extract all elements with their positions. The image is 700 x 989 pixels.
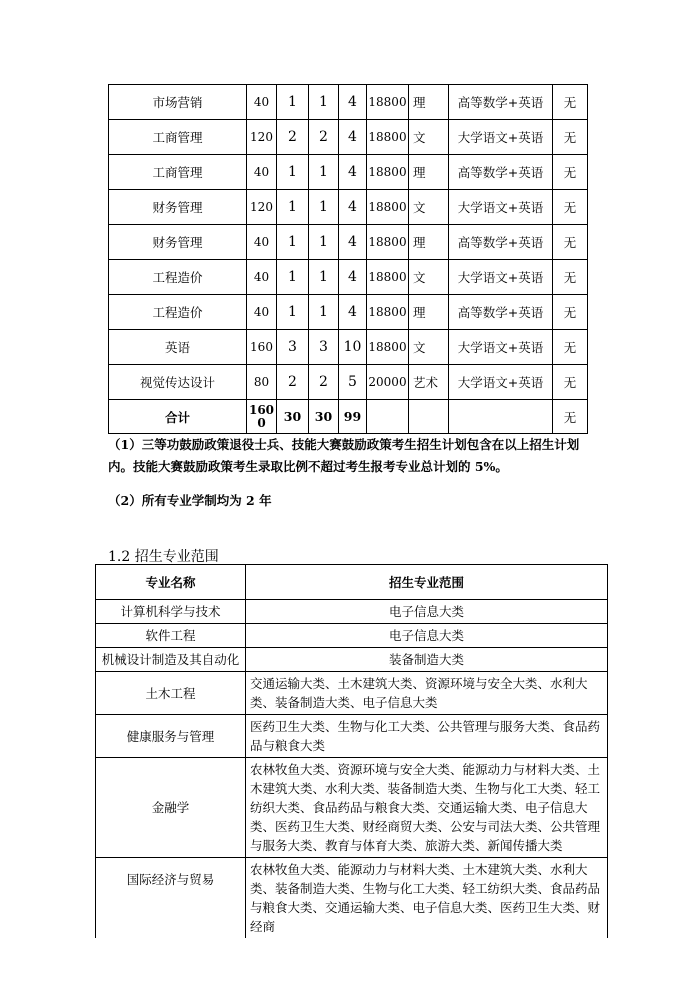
category-cell: 文: [409, 330, 449, 365]
exam-cell: 大学语文+英语: [449, 365, 553, 400]
scope-major-cell: 机械设计制造及其自动化: [96, 648, 246, 672]
major-cell: 市场营销: [109, 85, 247, 120]
plan-cell: 80: [247, 365, 277, 400]
scope-row: [96, 600, 608, 624]
header-scope: 招生专业范围: [246, 565, 608, 600]
exam-cell: 大学语文+英语: [449, 260, 553, 295]
major-cell: 视觉传达设计: [109, 365, 247, 400]
table-row: [109, 295, 588, 330]
exam-cell: 高等数学+英语: [449, 155, 553, 190]
plan-cell: 120: [247, 120, 277, 155]
count-cell: 4: [339, 225, 367, 260]
scope-row: [96, 758, 608, 858]
note-cell: 无: [553, 120, 588, 155]
count-cell: 5: [339, 365, 367, 400]
tuition-cell: 18800: [367, 120, 409, 155]
note-cell: 无: [553, 260, 588, 295]
exam-cell: 高等数学+英语: [449, 85, 553, 120]
count-cell: 1: [309, 260, 339, 295]
count-cell: 4: [339, 120, 367, 155]
note-cell: 无: [553, 225, 588, 260]
scope-row: [96, 624, 608, 648]
scope-row: [96, 715, 608, 758]
note-cell: 无: [553, 330, 588, 365]
category-cell: 理: [409, 295, 449, 330]
table-row: [109, 85, 588, 120]
major-cell: 合计: [109, 400, 247, 434]
plan-cell: 40: [247, 85, 277, 120]
plan-cell: 120: [247, 190, 277, 225]
tuition-cell: 18800: [367, 85, 409, 120]
scope-range-cell: 医药卫生大类、生物与化工大类、公共管理与服务大类、食品药品与粮食大类: [246, 715, 608, 758]
category-cell: 文: [409, 260, 449, 295]
scope-major-cell: 健康服务与管理: [96, 715, 246, 758]
major-cell: 工程造价: [109, 260, 247, 295]
note-cell: 无: [553, 295, 588, 330]
count-cell: 1: [309, 225, 339, 260]
table-row: [109, 120, 588, 155]
exam-cell: 高等数学+英语: [449, 225, 553, 260]
count-cell: 99: [339, 400, 367, 434]
major-cell: 工商管理: [109, 155, 247, 190]
count-cell: 1: [309, 85, 339, 120]
table-row: [109, 190, 588, 225]
count-cell: 1: [277, 155, 309, 190]
table-row: [109, 365, 588, 400]
note-cell: 无: [553, 85, 588, 120]
major-scope-table: [95, 564, 608, 938]
count-cell: 1: [277, 260, 309, 295]
scope-range-cell: 农林牧鱼大类、能源动力与材料大类、土木建筑大类、水利大类、装备制造大类、生物与化工大类、轻工纺织大类、食品药品与粮食大类、交通运输大类、电子信息大类、医药卫生大类、财经商: [246, 858, 608, 939]
count-cell: 1: [277, 295, 309, 330]
count-cell: 1: [309, 190, 339, 225]
plan-cell: 160: [247, 330, 277, 365]
category-cell: 理: [409, 155, 449, 190]
count-cell: 30: [277, 400, 309, 434]
category-cell: 艺术: [409, 365, 449, 400]
count-cell: 30: [309, 400, 339, 434]
header-major: 专业名称: [96, 565, 246, 600]
table-row: [109, 260, 588, 295]
scope-range-cell: 电子信息大类: [246, 600, 608, 624]
major-cell: 工商管理: [109, 120, 247, 155]
exam-cell: 大学语文+英语: [449, 120, 553, 155]
exam-cell: 大学语文+英语: [449, 330, 553, 365]
scope-range-cell: 交通运输大类、土木建筑大类、资源环境与安全大类、水利大类、装备制造大类、电子信息大类: [246, 672, 608, 715]
major-cell: 财务管理: [109, 225, 247, 260]
count-cell: 1: [309, 295, 339, 330]
count-cell: 4: [339, 85, 367, 120]
count-cell: 1: [277, 85, 309, 120]
count-cell: 4: [339, 260, 367, 295]
plan-cell: 40: [247, 155, 277, 190]
tuition-cell: 20000: [367, 365, 409, 400]
exam-cell: [449, 400, 553, 434]
scope-major-cell: 土木工程: [96, 672, 246, 715]
major-cell: 工程造价: [109, 295, 247, 330]
note-1: （1）三等功鼓励政策退役士兵、技能大赛鼓励政策考生招生计划包含在以上招生计划内。技能大赛鼓励政策考生录取比例不超过考生报考专业总计划的 5%。: [108, 437, 580, 474]
count-cell: 2: [277, 365, 309, 400]
note-cell: 无: [553, 190, 588, 225]
major-cell: 财务管理: [109, 190, 247, 225]
plan-cell: 40: [247, 260, 277, 295]
major-cell: 英语: [109, 330, 247, 365]
tuition-cell: [367, 400, 409, 434]
plan-cell: 40: [247, 225, 277, 260]
scope-range-cell: 电子信息大类: [246, 624, 608, 648]
note-cell: 无: [553, 400, 588, 434]
count-cell: 4: [339, 155, 367, 190]
tuition-cell: 18800: [367, 225, 409, 260]
total-row: [109, 400, 588, 434]
scope-row: [96, 648, 608, 672]
count-cell: 2: [309, 120, 339, 155]
count-cell: 4: [339, 295, 367, 330]
table-row: [109, 330, 588, 365]
scope-major-cell: 国际经济与贸易: [96, 858, 246, 939]
count-cell: 2: [309, 365, 339, 400]
table-row: [109, 155, 588, 190]
scope-row: [96, 672, 608, 715]
count-cell: 1: [309, 155, 339, 190]
note-cell: 无: [553, 155, 588, 190]
count-cell: 3: [309, 330, 339, 365]
category-cell: 理: [409, 225, 449, 260]
plan-cell: 1600: [247, 400, 277, 434]
exam-cell: 大学语文+英语: [449, 190, 553, 225]
note-2: （2）所有专业学制均为 2 年: [108, 493, 272, 508]
scope-table-header: [96, 565, 608, 600]
category-cell: 理: [409, 85, 449, 120]
tuition-cell: 18800: [367, 295, 409, 330]
table-row: [109, 225, 588, 260]
count-cell: 4: [339, 190, 367, 225]
scope-major-cell: 计算机科学与技术: [96, 600, 246, 624]
scope-major-cell: 金融学: [96, 758, 246, 858]
count-cell: 3: [277, 330, 309, 365]
enrollment-plan-table: [108, 84, 588, 434]
count-cell: 2: [277, 120, 309, 155]
exam-cell: 高等数学+英语: [449, 295, 553, 330]
tuition-cell: 18800: [367, 260, 409, 295]
note-cell: 无: [553, 365, 588, 400]
scope-row: [96, 858, 608, 939]
scope-range-cell: 装备制造大类: [246, 648, 608, 672]
plan-cell: 40: [247, 295, 277, 330]
category-cell: [409, 400, 449, 434]
count-cell: 10: [339, 330, 367, 365]
category-cell: 文: [409, 190, 449, 225]
tuition-cell: 18800: [367, 190, 409, 225]
category-cell: 文: [409, 120, 449, 155]
section-heading: 1.2 招生专业范围: [108, 549, 219, 565]
scope-major-cell: 软件工程: [96, 624, 246, 648]
tuition-cell: 18800: [367, 155, 409, 190]
count-cell: 1: [277, 225, 309, 260]
count-cell: 1: [277, 190, 309, 225]
scope-range-cell: 农林牧鱼大类、资源环境与安全大类、能源动力与材料大类、土木建筑大类、水利大类、装备制造大类、生物与化工大类、轻工纺织大类、食品药品与粮食大类、交通运输大类、电子信息大类、医药卫生大类、财经商贸大类、公安与司法大类、公共管理与服务大类、教育与体育大类、旅游大类、新闻传播大类: [246, 758, 608, 858]
tuition-cell: 18800: [367, 330, 409, 365]
